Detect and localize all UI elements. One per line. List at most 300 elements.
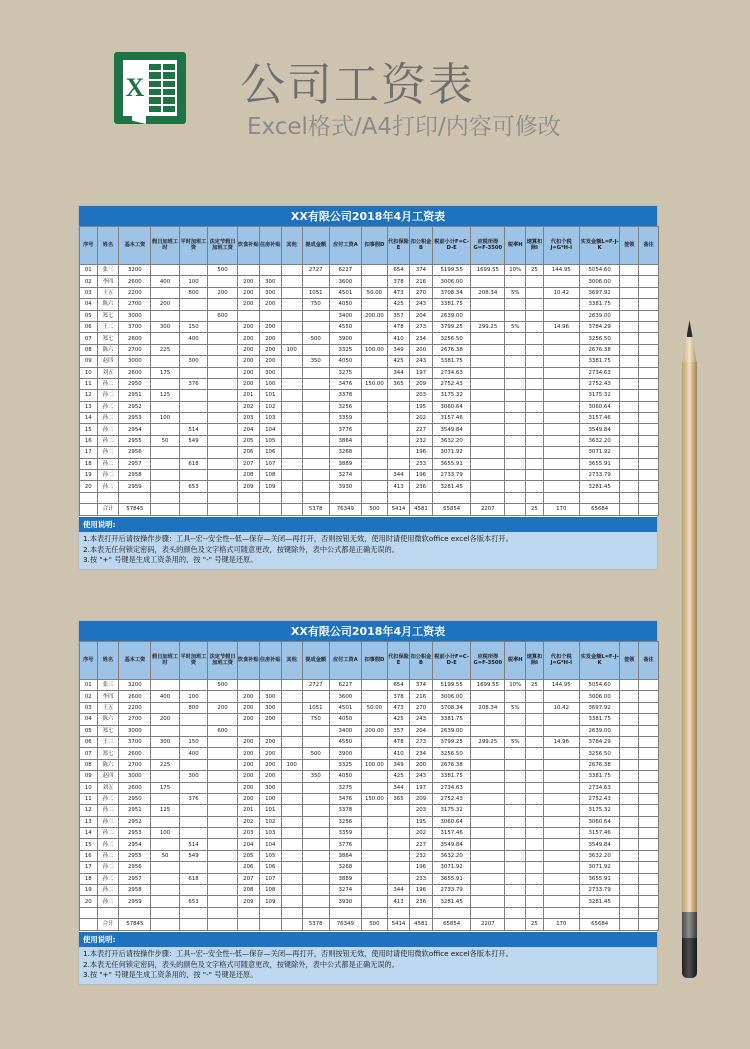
- cell-tax-rate: [505, 401, 526, 412]
- cell-statutory-holiday-pay: [208, 447, 238, 458]
- cell-payable-salary: 4050: [329, 714, 361, 725]
- cell-leave-deduction: [361, 333, 387, 344]
- cell-remark: [639, 321, 659, 332]
- cell-base-salary: 2959: [119, 481, 151, 492]
- usage-note-line: 2.本表无任何锁定密码，表头的颜色及文字格式可随意更改，按键除外，表中公式都是正确无误的。: [83, 544, 399, 554]
- cell-housing-fund: 234: [409, 748, 432, 759]
- cell-insurance-deduction: 654: [388, 680, 410, 691]
- cell-leave-deduction: [361, 401, 387, 412]
- cell-empty: [432, 907, 470, 918]
- cell-holiday-hours: [151, 378, 180, 389]
- cell-remark: [639, 828, 659, 839]
- cell-signature: [620, 850, 639, 861]
- cell-insurance-deduction: [388, 816, 410, 827]
- table-row: [80, 265, 659, 276]
- cell-actual-salary: 3784.29: [579, 736, 620, 747]
- table-row: [80, 276, 659, 287]
- cell-other: [281, 862, 302, 873]
- cell-housing-allowance: [259, 680, 281, 691]
- cell-overtime-pay: [179, 401, 208, 412]
- cell-name: 刘五: [97, 367, 119, 378]
- cell-commission: 750: [302, 714, 329, 725]
- cell-commission: [302, 782, 329, 793]
- cell-pretax-subtotal: 3157.46: [432, 413, 470, 424]
- cell-other: [281, 367, 302, 378]
- cell-insurance-deduction: 413: [388, 481, 410, 492]
- cell-holiday-hours: 200: [151, 714, 180, 725]
- cell-quick-deduction: [526, 793, 544, 804]
- cell-tax-rate: [505, 435, 526, 446]
- cell-pretax-subtotal: 3381.75: [432, 714, 470, 725]
- cell-taxable-income: [471, 862, 505, 873]
- cell-income-tax: [543, 424, 579, 435]
- cell-statutory-holiday-pay: 600: [208, 725, 238, 736]
- cell-taxable-income: [471, 691, 505, 702]
- cell-meal-allowance: 200: [237, 287, 259, 298]
- cell-insurance-deduction: [388, 458, 410, 469]
- cell-housing-allowance: 108: [259, 470, 281, 481]
- cell-housing-fund: 200: [409, 344, 432, 355]
- cell-housing-allowance: 200: [259, 771, 281, 782]
- cell-index: 04: [80, 714, 98, 725]
- cell-insurance-deduction: 378: [388, 691, 410, 702]
- cell-empty: [302, 907, 329, 918]
- cell-pretax-subtotal: 3006.00: [432, 276, 470, 287]
- cell-overtime-pay: [179, 310, 208, 321]
- table-row: [80, 458, 659, 469]
- cell-empty: [639, 492, 659, 503]
- cell-payable-salary: 76349: [329, 919, 361, 930]
- cell-payable-salary: 3776: [329, 424, 361, 435]
- cell-actual-salary: 5054.60: [579, 265, 620, 276]
- cell-quick-deduction: [526, 702, 544, 713]
- cell-pretax-subtotal: 3071.92: [432, 447, 470, 458]
- cell-base-salary: 3000: [119, 725, 151, 736]
- cell-other: [281, 265, 302, 276]
- cell-base-salary: 2958: [119, 885, 151, 896]
- cell-other: [281, 725, 302, 736]
- cell-commission: [302, 390, 329, 401]
- cell-tax-rate: [505, 782, 526, 793]
- cell-overtime-pay: [179, 805, 208, 816]
- cell-commission: [302, 401, 329, 412]
- cell-base-salary: 2600: [119, 782, 151, 793]
- cell-base-salary: 2952: [119, 816, 151, 827]
- table-row: [80, 435, 659, 446]
- cell-commission: [302, 458, 329, 469]
- cell-pretax-subtotal: 2676.38: [432, 759, 470, 770]
- cell-signature: [620, 736, 639, 747]
- cell-housing-fund: 243: [409, 771, 432, 782]
- cell-housing-fund: 203: [409, 390, 432, 401]
- cell-overtime-pay: 800: [179, 287, 208, 298]
- cell-empty: [208, 907, 238, 918]
- col-header-tax-rate: 税率H: [505, 642, 526, 680]
- cell-meal-allowance: 200: [237, 691, 259, 702]
- col-header-quick-deduction: 速算扣除I: [526, 642, 544, 680]
- col-header-housing-allowance: 住房补贴: [259, 642, 281, 680]
- cell-meal-allowance: [237, 680, 259, 691]
- usage-note-line: 3.按 "+" 号键是生成工资条用的，按 "-" 号键是还原。: [83, 555, 258, 565]
- cell-index: 15: [80, 424, 98, 435]
- cell-housing-allowance: 101: [259, 390, 281, 401]
- cell-name: 合计: [97, 504, 119, 515]
- cell-housing-allowance: 300: [259, 367, 281, 378]
- cell-index: 17: [80, 447, 98, 458]
- cell-housing-fund: 209: [409, 378, 432, 389]
- cell-name: 孙二: [97, 447, 119, 458]
- cell-income-tax: [543, 714, 579, 725]
- cell-overtime-pay: 653: [179, 896, 208, 907]
- cell-signature: [620, 356, 639, 367]
- cell-index: 15: [80, 839, 98, 850]
- cell-leave-deduction: [361, 816, 387, 827]
- cell-actual-salary: 5054.60: [579, 680, 620, 691]
- cell-index: 01: [80, 265, 98, 276]
- cell-signature: [620, 390, 639, 401]
- cell-income-tax: [543, 873, 579, 884]
- cell-quick-deduction: [526, 691, 544, 702]
- cell-housing-allowance: 102: [259, 401, 281, 412]
- cell-statutory-holiday-pay: [208, 873, 238, 884]
- cell-housing-fund: 195: [409, 816, 432, 827]
- cell-statutory-holiday-pay: [208, 390, 238, 401]
- cell-commission: [302, 413, 329, 424]
- cell-commission: [302, 367, 329, 378]
- sheet-title-1: XX有限公司2018年4月工资表: [79, 206, 657, 226]
- cell-base-salary: 3200: [119, 680, 151, 691]
- cell-base-salary: 2600: [119, 691, 151, 702]
- cell-housing-allowance: 100: [259, 793, 281, 804]
- cell-payable-salary: 4050: [329, 771, 361, 782]
- cell-tax-rate: [505, 816, 526, 827]
- cell-housing-fund: 196: [409, 862, 432, 873]
- cell-actual-salary: 2734.63: [579, 782, 620, 793]
- cell-taxable-income: [471, 378, 505, 389]
- cell-empty: [471, 907, 505, 918]
- cell-insurance-deduction: 425: [388, 771, 410, 782]
- cell-pretax-subtotal: 65854: [432, 919, 470, 930]
- cell-housing-fund: 200: [409, 759, 432, 770]
- cell-commission: 750: [302, 299, 329, 310]
- cell-tax-rate: [505, 828, 526, 839]
- cell-remark: [639, 390, 659, 401]
- cell-pretax-subtotal: 3060.64: [432, 816, 470, 827]
- cell-housing-allowance: 300: [259, 287, 281, 298]
- cell-pretax-subtotal: 5199.55: [432, 265, 470, 276]
- cell-housing-fund: 236: [409, 481, 432, 492]
- cell-statutory-holiday-pay: [208, 299, 238, 310]
- cell-signature: [620, 424, 639, 435]
- cell-pretax-subtotal: 3655.91: [432, 458, 470, 469]
- cell-other: [281, 873, 302, 884]
- cell-holiday-hours: 300: [151, 321, 180, 332]
- cell-meal-allowance: 200: [237, 333, 259, 344]
- cell-index: 19: [80, 885, 98, 896]
- cell-remark: [639, 873, 659, 884]
- cell-insurance-deduction: 410: [388, 333, 410, 344]
- col-header-quick-deduction: 速算扣除I: [526, 227, 544, 265]
- cell-remark: [639, 458, 659, 469]
- cell-other: 100: [281, 759, 302, 770]
- cell-commission: [302, 435, 329, 446]
- cell-holiday-hours: [151, 885, 180, 896]
- cell-overtime-pay: [179, 680, 208, 691]
- cell-empty: [579, 492, 620, 503]
- cell-holiday-hours: [151, 873, 180, 884]
- cell-quick-deduction: [526, 276, 544, 287]
- cell-other: [281, 424, 302, 435]
- table-row: [80, 413, 659, 424]
- cell-housing-allowance: [259, 265, 281, 276]
- cell-remark: [639, 748, 659, 759]
- cell-payable-salary: 3889: [329, 458, 361, 469]
- cell-leave-deduction: [361, 714, 387, 725]
- cell-commission: [302, 816, 329, 827]
- cell-housing-allowance: 200: [259, 759, 281, 770]
- table-row: [80, 793, 659, 804]
- cell-index: [80, 504, 98, 515]
- cell-pretax-subtotal: 2733.79: [432, 470, 470, 481]
- cell-meal-allowance: 201: [237, 805, 259, 816]
- cell-commission: [302, 862, 329, 873]
- excel-logo-icon: [114, 52, 186, 124]
- cell-base-salary: 2950: [119, 378, 151, 389]
- page-title: 公司工资表: [240, 58, 476, 111]
- cell-remark: [639, 344, 659, 355]
- cell-taxable-income: [471, 424, 505, 435]
- cell-actual-salary: 2733.79: [579, 470, 620, 481]
- cell-insurance-deduction: 654: [388, 265, 410, 276]
- col-header-statutory-holiday-pay: 法定节假日加班工资: [208, 642, 238, 680]
- cell-actual-salary: 3381.75: [579, 714, 620, 725]
- cell-income-tax: [543, 470, 579, 481]
- cell-remark: [639, 885, 659, 896]
- cell-housing-fund: 236: [409, 896, 432, 907]
- cell-name: 赵四: [97, 356, 119, 367]
- col-header-actual-salary: 实发金额L=F-J-K: [579, 642, 620, 680]
- cell-insurance-deduction: 349: [388, 344, 410, 355]
- col-header-remark: 备注: [639, 227, 659, 265]
- cell-tax-rate: [505, 470, 526, 481]
- cell-insurance-deduction: [388, 390, 410, 401]
- cell-meal-allowance: 208: [237, 470, 259, 481]
- col-header-signature: 签领: [620, 642, 639, 680]
- cell-holiday-hours: [151, 424, 180, 435]
- cell-housing-fund: 204: [409, 725, 432, 736]
- cell-base-salary: 2950: [119, 793, 151, 804]
- cell-name: 孙二: [97, 481, 119, 492]
- cell-empty: [505, 907, 526, 918]
- cell-base-salary: 2200: [119, 287, 151, 298]
- cell-insurance-deduction: [388, 805, 410, 816]
- cell-statutory-holiday-pay: [208, 828, 238, 839]
- cell-holiday-hours: [151, 919, 180, 930]
- table-row: [80, 873, 659, 884]
- cell-base-salary: 2600: [119, 333, 151, 344]
- cell-insurance-deduction: 410: [388, 748, 410, 759]
- cell-index: 07: [80, 748, 98, 759]
- cell-remark: [639, 691, 659, 702]
- cell-statutory-holiday-pay: [208, 919, 238, 930]
- cell-other: [281, 447, 302, 458]
- cell-overtime-pay: 300: [179, 356, 208, 367]
- cell-leave-deduction: [361, 435, 387, 446]
- cell-meal-allowance: 202: [237, 816, 259, 827]
- cell-tax-rate: [505, 714, 526, 725]
- cell-insurance-deduction: 478: [388, 736, 410, 747]
- cell-insurance-deduction: [388, 839, 410, 850]
- cell-commission: 1051: [302, 287, 329, 298]
- cell-tax-rate: [505, 862, 526, 873]
- cell-remark: [639, 805, 659, 816]
- cell-statutory-holiday-pay: [208, 793, 238, 804]
- cell-insurance-deduction: 5414: [388, 919, 410, 930]
- cell-pretax-subtotal: 2733.79: [432, 885, 470, 896]
- cell-empty: [151, 907, 180, 918]
- cell-insurance-deduction: [388, 413, 410, 424]
- cell-index: 16: [80, 850, 98, 861]
- cell-leave-deduction: [361, 680, 387, 691]
- cell-remark: [639, 299, 659, 310]
- cell-housing-fund: 273: [409, 736, 432, 747]
- col-header-overtime-pay: 平时加班工资: [179, 227, 208, 265]
- page-header-banner: [0, 0, 750, 180]
- cell-meal-allowance: 200: [237, 759, 259, 770]
- sheet-title-2: XX有限公司2018年4月工资表: [79, 621, 657, 641]
- cell-pretax-subtotal: 3060.64: [432, 401, 470, 412]
- cell-empty: [151, 492, 180, 503]
- cell-actual-salary: 3281.45: [579, 481, 620, 492]
- cell-holiday-hours: [151, 481, 180, 492]
- cell-actual-salary: 3060.64: [579, 401, 620, 412]
- payroll-table-header-2: [80, 642, 659, 680]
- cell-base-salary: 2600: [119, 367, 151, 378]
- cell-statutory-holiday-pay: 200: [208, 702, 238, 713]
- cell-index: 08: [80, 759, 98, 770]
- cell-housing-allowance: 105: [259, 850, 281, 861]
- cell-holiday-hours: 225: [151, 344, 180, 355]
- cell-overtime-pay: [179, 265, 208, 276]
- cell-other: [281, 299, 302, 310]
- cell-other: [281, 748, 302, 759]
- cell-other: [281, 504, 302, 515]
- cell-other: [281, 321, 302, 332]
- cell-overtime-pay: 150: [179, 736, 208, 747]
- cell-holiday-hours: [151, 401, 180, 412]
- pencil-tip-lead: [687, 320, 693, 337]
- cell-statutory-holiday-pay: [208, 356, 238, 367]
- cell-payable-salary: 3268: [329, 447, 361, 458]
- cell-signature: [620, 504, 639, 515]
- cell-payable-salary: 3864: [329, 435, 361, 446]
- cell-overtime-pay: [179, 714, 208, 725]
- col-header-commission: 提成金额: [302, 227, 329, 265]
- cell-index: 02: [80, 691, 98, 702]
- cell-base-salary: 3200: [119, 265, 151, 276]
- table-spacer-row: [80, 907, 659, 918]
- cell-taxable-income: [471, 367, 505, 378]
- cell-tax-rate: [505, 344, 526, 355]
- cell-insurance-deduction: 357: [388, 310, 410, 321]
- cell-taxable-income: [471, 748, 505, 759]
- cell-remark: [639, 782, 659, 793]
- cell-index: 02: [80, 276, 98, 287]
- cell-empty: [329, 492, 361, 503]
- cell-income-tax: 144.95: [543, 680, 579, 691]
- cell-income-tax: [543, 771, 579, 782]
- cell-name: 孙二: [97, 793, 119, 804]
- cell-actual-salary: 3256.50: [579, 333, 620, 344]
- cell-housing-fund: 196: [409, 470, 432, 481]
- cell-pretax-subtotal: 3006.00: [432, 691, 470, 702]
- col-header-meal-allowance: 饮食补贴: [237, 227, 259, 265]
- cell-holiday-hours: [151, 748, 180, 759]
- cell-tax-rate: [505, 896, 526, 907]
- cell-housing-fund: 4581: [409, 919, 432, 930]
- cell-leave-deduction: [361, 356, 387, 367]
- cell-name: 郑七: [97, 725, 119, 736]
- cell-insurance-deduction: 365: [388, 793, 410, 804]
- table-row: [80, 378, 659, 389]
- cell-name: 张三: [97, 680, 119, 691]
- cell-quick-deduction: [526, 748, 544, 759]
- col-header-pretax-subtotal: 税前小计F=C-D-E: [432, 642, 470, 680]
- cell-income-tax: 14.96: [543, 321, 579, 332]
- cell-quick-deduction: [526, 862, 544, 873]
- cell-overtime-pay: 549: [179, 850, 208, 861]
- cell-insurance-deduction: 473: [388, 702, 410, 713]
- cell-remark: [639, 702, 659, 713]
- cell-payable-salary: 3600: [329, 276, 361, 287]
- cell-signature: [620, 759, 639, 770]
- cell-signature: [620, 691, 639, 702]
- cell-housing-fund: 227: [409, 839, 432, 850]
- cell-insurance-deduction: [388, 401, 410, 412]
- cell-signature: [620, 265, 639, 276]
- table-row: [80, 805, 659, 816]
- cell-signature: [620, 816, 639, 827]
- cell-leave-deduction: [361, 265, 387, 276]
- cell-taxable-income: [471, 725, 505, 736]
- cell-remark: [639, 862, 659, 873]
- table-row: [80, 850, 659, 861]
- table-row: [80, 736, 659, 747]
- cell-income-tax: [543, 850, 579, 861]
- cell-payable-salary: 3400: [329, 725, 361, 736]
- cell-remark: [639, 850, 659, 861]
- cell-name: 孙二: [97, 896, 119, 907]
- cell-insurance-deduction: 378: [388, 276, 410, 287]
- cell-remark: [639, 276, 659, 287]
- cell-signature: [620, 771, 639, 782]
- cell-signature: [620, 321, 639, 332]
- cell-name: 李四: [97, 276, 119, 287]
- table-row: [80, 816, 659, 827]
- cell-housing-allowance: 104: [259, 839, 281, 850]
- cell-commission: [302, 725, 329, 736]
- cell-commission: [302, 321, 329, 332]
- cell-index: 11: [80, 378, 98, 389]
- cell-commission: [302, 850, 329, 861]
- cell-housing-fund: 202: [409, 828, 432, 839]
- cell-overtime-pay: 800: [179, 702, 208, 713]
- cell-tax-rate: [505, 919, 526, 930]
- cell-payable-salary: 3930: [329, 896, 361, 907]
- cell-housing-allowance: [259, 504, 281, 515]
- cell-actual-salary: 2752.43: [579, 378, 620, 389]
- cell-leave-deduction: [361, 782, 387, 793]
